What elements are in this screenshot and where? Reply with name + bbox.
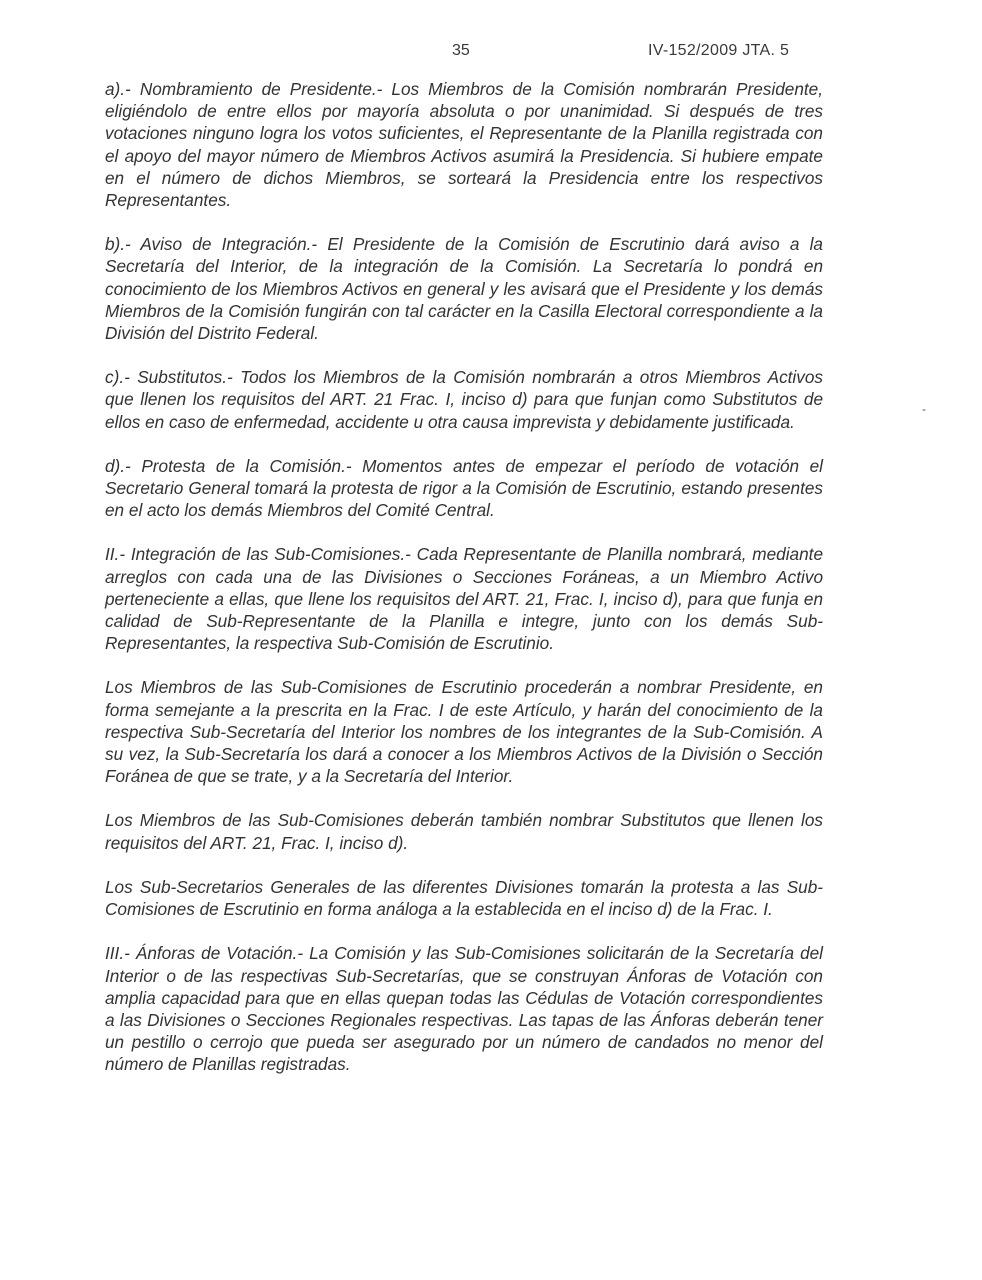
paragraph-sub-secretarios: Los Sub-Secretarios Generales de las diferentes Divisiones tomarán la protesta a las Sub-Comisiones de Escrutinio en forma análoga a la establecida en el inciso d) de la Frac. I.	[105, 876, 823, 920]
paragraph-iii-anforas: III.- Ánforas de Votación.- La Comisión y las Sub-Comisiones solicitarán de la Secretaría del Interior o de las respectivas Sub-Secretarías, que se construyan Ánforas de Votación con amplia capacidad para que en ellas quepan todas las Cédulas de Votación correspondientes a las Divisiones o Secciones Regionales respectivas. Las tapas de las Ánforas deberán tener un pestillo o cerrojo que pueda ser asegurado por un número de candados no menor del número de Planillas registradas.	[105, 943, 823, 1075]
paragraph-sub-comisiones-presidente: Los Miembros de las Sub-Comisiones de Escrutinio procederán a nombrar Presidente, en forma semejante a la prescrita en la Frac. I de este Artículo, y harán del conocimiento de la respectiva Sub-Secretaría del Interior los nombres de los integrantes de la Sub-Comisión. A su vez, la Sub-Secretaría los dará a conocer a los Miembros Activos de la División o Sección Foránea de que se trate, y a la Secretaría del Interior.	[105, 677, 823, 787]
paragraph-sub-comisiones-substitutos: Los Miembros de las Sub-Comisiones deberán también nombrar Substitutos que llenen los requisitos del ART. 21, Frac. I, inciso d).	[105, 810, 823, 853]
paragraph-ii-integracion: II.- Integración de las Sub-Comisiones.- Cada Representante de Planilla nombrará, mediante arreglos con cada una de las Divisiones o Secciones Foráneas, a un Miembro Activo perteneciente a ellas, que llene los requisitos del ART. 21, Frac. I, inciso d), para que funja en calidad de Sub-Representante de la Planilla e integre, junto con los demás Sub-Representantes, la respectiva Sub-Comisión de Escrutinio.	[105, 544, 823, 654]
document-body	[105, 78, 823, 1098]
stray-mark: -	[922, 402, 926, 416]
paragraph-c-substitutos: c).- Substitutos.- Todos los Miembros de la Comisión nombrarán a otros Miembros Activos que llenen los requisitos del ART. 21 Frac. I, inciso d) para que funjan como Substitutos de ellos en caso de enfermedad, accidente u otra causa imprevista y debidamente justificada.	[105, 367, 823, 432]
paragraph-b-aviso: b).- Aviso de Integración.- El Presidente de la Comisión de Escrutinio dará aviso a la Secretaría del Interior, de la integración de la Comisión. La Secretaría lo pondrá en conocimiento de los Miembros Activos en general y les avisará que el Presidente y los demás Miembros de la Comisión fungirán con tal carácter en la Casilla Electoral correspondiente a la División del Distrito Federal.	[105, 234, 823, 344]
document-code: IV-152/2009 JTA. 5	[648, 42, 790, 59]
paragraph-a-nombramiento: a).- Nombramiento de Presidente.- Los Miembros de la Comisión nombrarán Presidente, eligiéndolo de entre ellos por mayoría absoluta o por unanimidad. Si después de tres votaciones ninguno logra los votos suficientes, el Representante de la Planilla registrada con el apoyo del mayor número de Miembros Activos asumirá la Presidencia. Si hubiere empate en el número de dichos Miembros, se sorteará la Presidencia entre los respectivos Representantes.	[105, 79, 823, 211]
paragraph-d-protesta: d).- Protesta de la Comisión.- Momentos antes de empezar el período de votación el Secretario General tomará la protesta de rigor a la Comisión de Escrutinio, estando presentes en el acto los demás Miembros del Comité Central.	[105, 455, 823, 521]
page-number: 35	[452, 42, 470, 59]
